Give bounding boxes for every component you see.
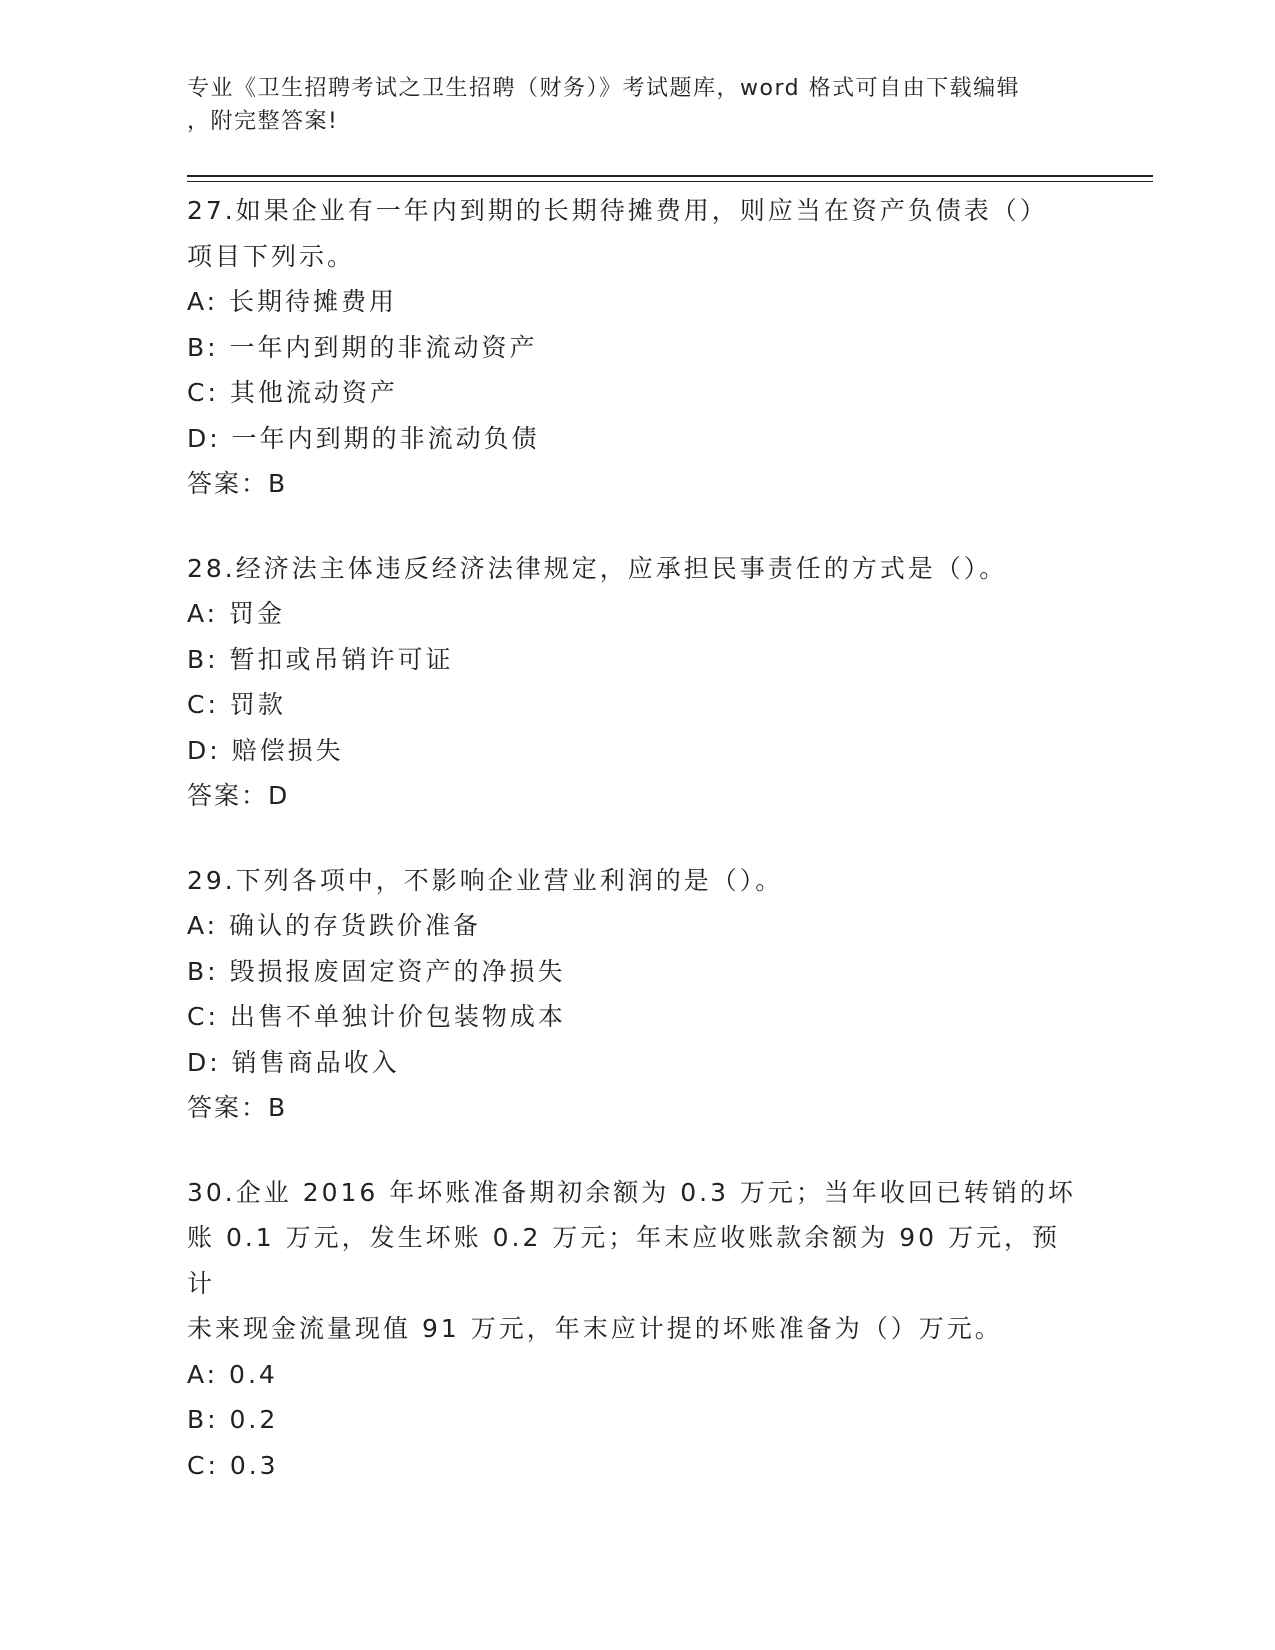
option-c: C: 出售不单独计价包装物成本 bbox=[187, 1002, 566, 1031]
question-30 bbox=[187, 1170, 1087, 1489]
question-27 bbox=[187, 188, 1087, 507]
question-28 bbox=[187, 546, 1087, 819]
option-b: B: 0.2 bbox=[187, 1405, 279, 1434]
option-b: B: 一年内到期的非流动资产 bbox=[187, 332, 538, 362]
question-stem-line: 28.经济法主体违反经济法律规定，应承担民事责任的方式是（）。 bbox=[187, 553, 1008, 583]
option-c: C: 其他流动资产 bbox=[187, 378, 398, 407]
option-d: D: 赔偿损失 bbox=[187, 735, 344, 765]
option-c: C: 罚款 bbox=[187, 690, 286, 719]
question-stem-line: 未来现金流量现值 91 万元，年末应计提的坏账准备为（）万元。 bbox=[187, 1314, 1003, 1343]
question-29 bbox=[187, 858, 1087, 1131]
option-d: D: 销售商品收入 bbox=[187, 1047, 400, 1077]
option-a: A: 长期待摊费用 bbox=[187, 287, 398, 316]
option-c: C: 0.3 bbox=[187, 1450, 279, 1480]
header-divider-thin bbox=[187, 181, 1153, 182]
question-list bbox=[187, 188, 1087, 1527]
answer-label: 答案：B bbox=[187, 1093, 288, 1122]
question-stem-line: 项目下列示。 bbox=[187, 241, 356, 271]
option-b: B: 暂扣或吊销许可证 bbox=[187, 644, 454, 674]
option-a: A: 确认的存货跌价准备 bbox=[187, 911, 482, 940]
answer-label: 答案：D bbox=[187, 781, 290, 810]
question-stem-line: 29.下列各项中，不影响企业营业利润的是（）。 bbox=[187, 865, 784, 895]
header-divider-thick bbox=[187, 175, 1153, 177]
option-a: A: 罚金 bbox=[187, 599, 286, 628]
question-stem-line: 账 0.1 万元，发生坏账 0.2 万元；年末应收账款余额为 90 万元，预计 bbox=[187, 1223, 1061, 1298]
option-a: A: 0.4 bbox=[187, 1359, 278, 1389]
header-line-1: 专业《卫生招聘考试之卫生招聘（财务）》考试题库，word 格式可自由下载编辑 bbox=[187, 76, 1021, 101]
option-b: B: 毁损报废固定资产的净损失 bbox=[187, 956, 566, 986]
option-d: D: 一年内到期的非流动负债 bbox=[187, 423, 540, 453]
answer-label: 答案：B bbox=[187, 469, 288, 498]
question-stem-line: 27.如果企业有一年内到期的长期待摊费用，则应当在资产负债表（） bbox=[187, 196, 1048, 225]
header-line-2: ，附完整答案! bbox=[187, 109, 339, 134]
document-header bbox=[187, 72, 1067, 138]
question-stem-line: 30.企业 2016 年坏账准备期初余额为 0.3 万元；当年收回已转销的坏 bbox=[187, 1177, 1076, 1207]
